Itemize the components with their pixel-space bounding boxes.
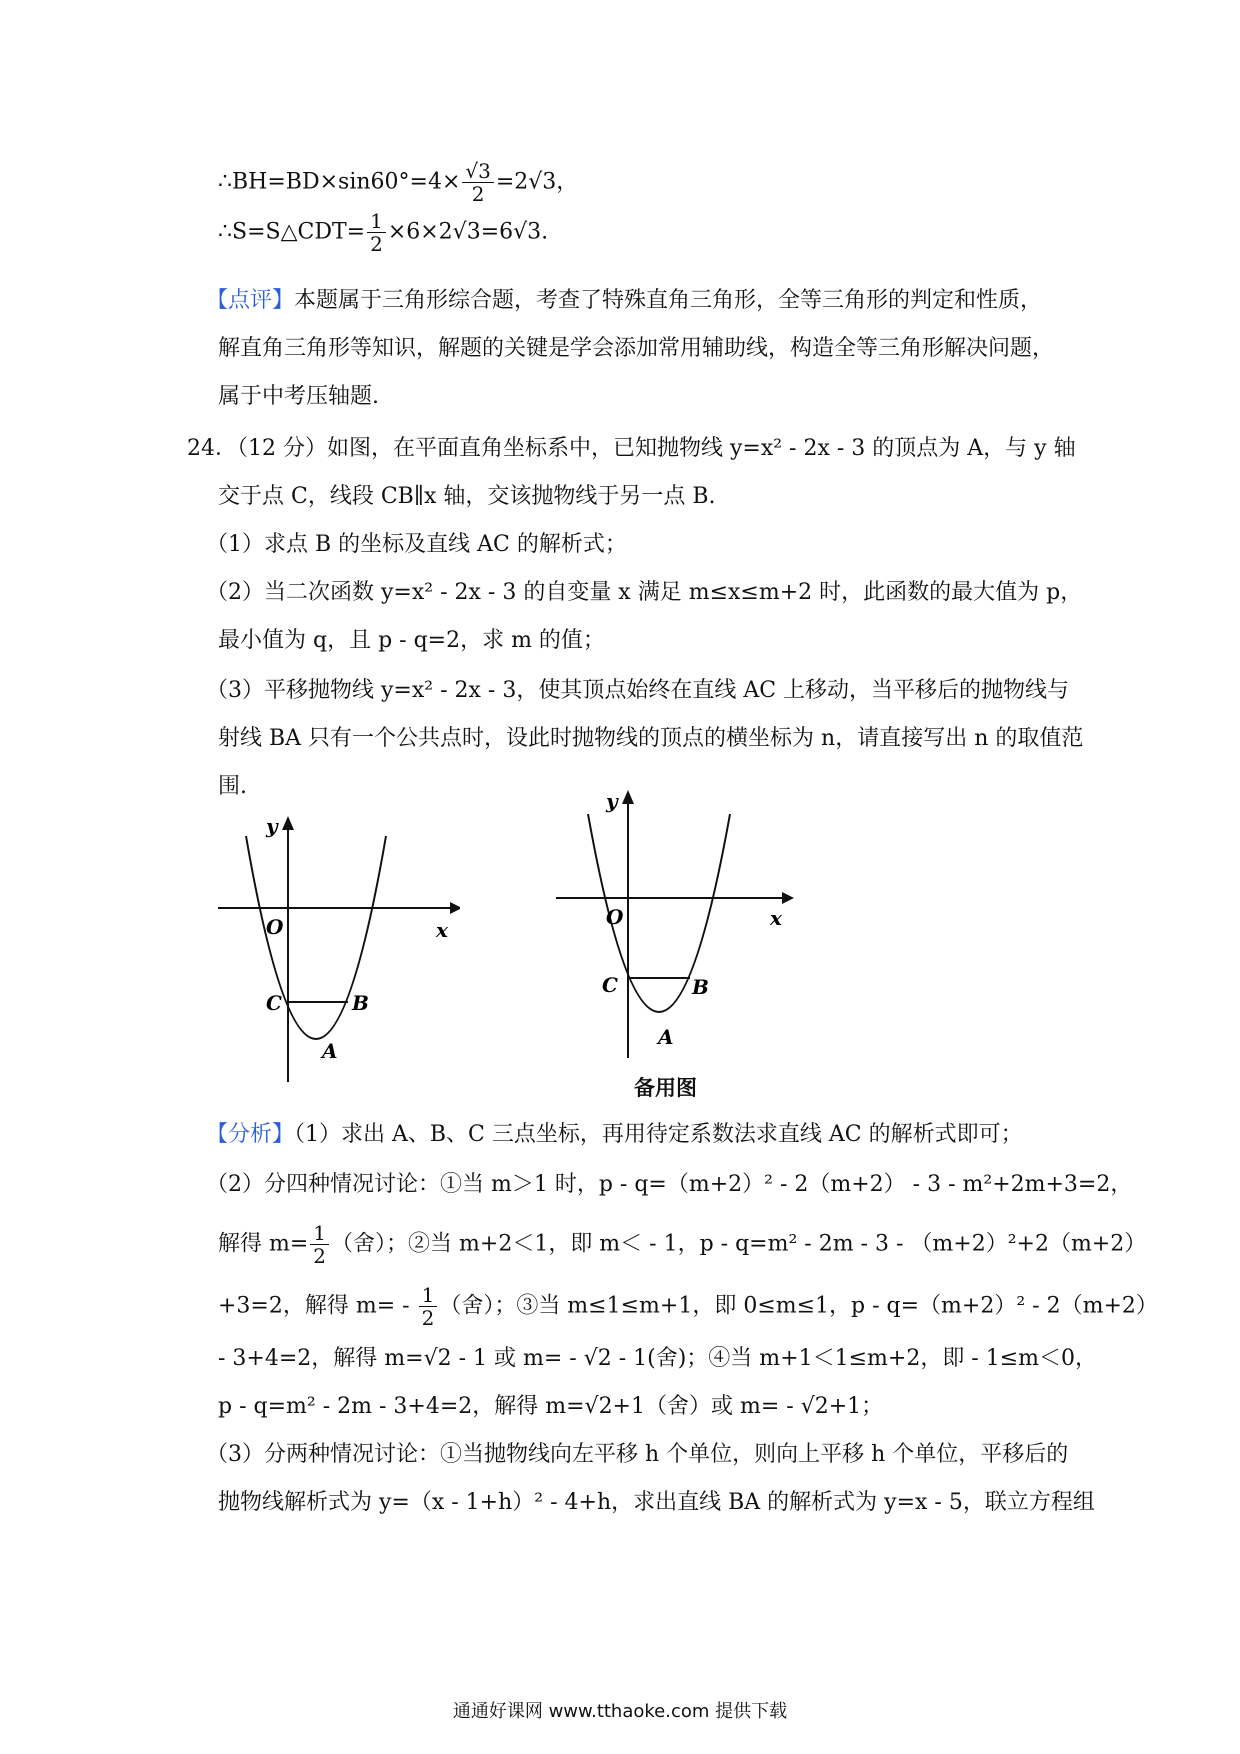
line-area: ∴S=S△CDT= $\frac{1}{2}$ ×6×2√3=6√3.: [218, 209, 549, 256]
label-o: O: [266, 915, 284, 939]
label-y: y: [606, 789, 618, 813]
analysis-line-5: - 3+4=2，解得 m=√2 - 1 或 m= - √2 - 1(舍)；④当 m+1＜1≤m+2，即 - 1≤m＜0，: [218, 1346, 1098, 1371]
y-axis-arrow-icon: [282, 816, 294, 830]
y-axis-arrow-icon: [622, 790, 634, 804]
parabola-figure-main: [210, 810, 460, 1090]
x-axis-arrow-icon: [782, 892, 794, 904]
label-a: A: [322, 1039, 338, 1063]
comment-line-2: 解直角三角形等知识，解题的关键是学会添加常用辅助线，构造全等三角形解决问题，: [218, 336, 1055, 361]
analysis-line-2: （2）分四种情况讨论：①当 m＞1 时，p - q=（m+2）² - 2（m+2） - 3 - m²+2m+3=2，: [206, 1172, 1133, 1197]
question-24-header: 24．（12 分）如图，在平面直角坐标系中，已知抛物线 y=x² - 2x - 3 的顶点为 A，与 y 轴: [187, 436, 1076, 461]
comment-line-1: 【点评】本题属于三角形综合题，考查了特殊直角三角形，全等三角形的判定和性质，: [206, 288, 1043, 313]
analysis-line-1: 【分析】（1）求出 A、B、C 三点坐标，再用待定系数法求直线 AC 的解析式即可；: [206, 1122, 1023, 1147]
comment-line-3: 属于中考压轴题.: [218, 384, 379, 409]
label-y: y: [266, 814, 278, 838]
label-a: A: [658, 1025, 674, 1049]
question-24-part-3b: 射线 BA 只有一个公共点时，设此时抛物线的顶点的横坐标为 n，请直接写出 n 的取值范: [218, 726, 1084, 751]
analysis-line-4: +3=2，解得 m= - $\frac{1}{2}$ （舍）；③当 m≤1≤m+1，即 0≤m≤1，p - q=（m+2）² - 2（m+2）: [218, 1283, 1158, 1330]
line-bh: ∴BH=BD×sin60°=4× $\frac{√3}{2}$ =2√3，: [218, 159, 579, 206]
x-axis-arrow-icon: [450, 902, 460, 914]
label-x: x: [770, 906, 782, 930]
analysis-tag: 【分析】: [206, 1122, 295, 1147]
fraction-one-half: $\frac{1}{2}$: [367, 210, 386, 255]
analysis-line-3: 解得 m= $\frac{1}{2}$ （舍）；②当 m+2＜1，即 m＜ - 1，p - q=m² - 2m - 3 - （m+2）²+2（m+2）: [218, 1221, 1147, 1268]
label-c: C: [266, 991, 282, 1015]
analysis-line-6: p - q=m² - 2m - 3+4=2，解得 m=√2+1（舍）或 m= - √2+1；: [218, 1394, 884, 1419]
label-b: B: [692, 975, 709, 999]
fraction-one-half: $\frac{1}{2}$: [310, 1222, 329, 1267]
question-24-part-3c: 围.: [218, 774, 247, 799]
label-c: C: [602, 973, 618, 997]
label-o: O: [606, 905, 624, 929]
question-24-part-3a: （3）平移抛物线 y=x² - 2x - 3，使其顶点始终在直线 AC 上移动，当平移后的抛物线与: [206, 678, 1070, 703]
parabola-figure-backup: [548, 782, 798, 1062]
page-footer: 通通好课网 www.tthaoke.com 提供下载: [452, 1701, 788, 1722]
fraction-one-half: $\frac{1}{2}$: [419, 1284, 438, 1329]
analysis-line-8: 抛物线解析式为 y=（x - 1+h）² - 4+h，求出直线 BA 的解析式为 y=x - 5，联立方程组: [218, 1490, 1095, 1515]
label-b: B: [352, 991, 369, 1015]
question-24-part-1: （1）求点 B 的坐标及直线 AC 的解析式；: [206, 532, 627, 557]
label-x: x: [436, 918, 448, 942]
analysis-line-7: （3）分两种情况讨论：①当抛物线向左平移 h 个单位，则向上平移 h 个单位，平移后的: [206, 1442, 1069, 1467]
figure-caption: 备用图: [634, 1076, 697, 1100]
fraction-sqrt3-over-2: $\frac{√3}{2}$: [462, 160, 493, 205]
question-24-part-2a: （2）当二次函数 y=x² - 2x - 3 的自变量 x 满足 m≤x≤m+2 时，此函数的最大值为 p，: [206, 580, 1083, 605]
question-24-line-2: 交于点 C，线段 CB∥x 轴，交该抛物线于另一点 B.: [218, 484, 716, 509]
text-area: ∴S=S△CDT=: [218, 219, 366, 245]
question-24-part-2b: 最小值为 q，且 p - q=2，求 m 的值；: [218, 628, 605, 653]
comment-tag: 【点评】: [206, 288, 295, 313]
text-bh: ∴BH=BD×sin60°=4×: [218, 169, 461, 195]
